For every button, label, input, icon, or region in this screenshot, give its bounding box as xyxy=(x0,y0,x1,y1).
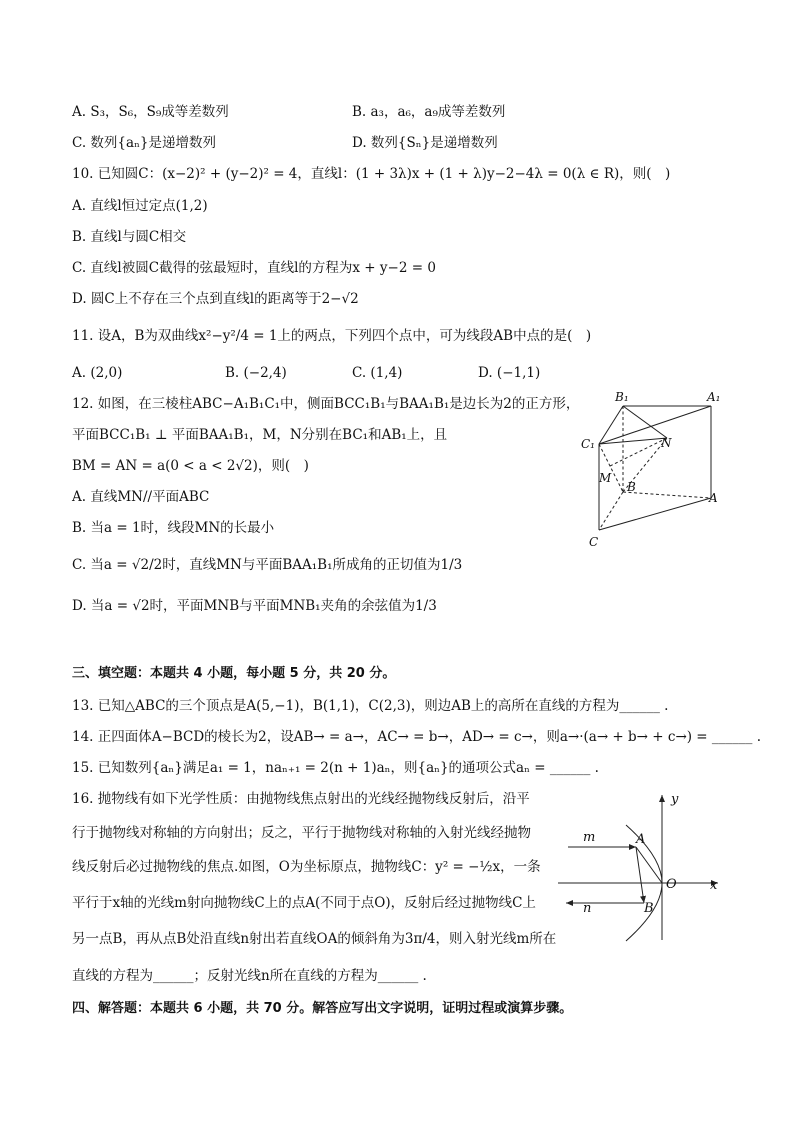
q10-option-c: C. 直线l被圆C截得的弦最短时，直线l的方程为x + y−2 = 0 xyxy=(72,260,436,276)
q11-option-d: D. (−1,1) xyxy=(478,365,541,381)
label-x: x xyxy=(710,878,718,893)
q12-option-d: D. 当a = √2时，平面MNB与平面MNB₁夹角的余弦值为1/3 xyxy=(72,598,437,614)
q15: 15. 已知数列{aₙ}满足a₁ = 1，naₙ₊₁ = 2(n + 1)aₙ，则{aₙ}的通项公式aₙ = ______ . xyxy=(72,760,599,776)
q12-line-1: 12. 如图，在三棱柱ABC−A₁B₁C₁中，侧面BCC₁B₁与BAA₁B₁是边长为2的正方形， xyxy=(72,396,580,412)
edge-b1-c1 xyxy=(599,406,623,444)
label-n: n xyxy=(583,901,592,916)
q10-option-b: B. 直线l与圆C相交 xyxy=(72,229,187,245)
label-m: M xyxy=(599,471,612,485)
q9-option-c: C. 数列{aₙ}是递增数列 xyxy=(72,135,216,151)
edge-b-a-hidden xyxy=(623,492,711,498)
q11-stem: 11. 设A，B为双曲线x²−y²/4 = 1上的两点，下列四个点中，可为线段AB中点的是( ) xyxy=(72,328,592,344)
label-c: C xyxy=(589,535,599,549)
label-b: B xyxy=(627,480,636,494)
q16-line-4: 平行于x轴的光线m射向抛物线C上的点A(不同于点O)，反射后经过抛物线C上 xyxy=(72,895,536,911)
q10-option-a: A. 直线l恒过定点(1,2) xyxy=(72,198,208,214)
q9-option-b: B. a₃，a₆，a₉成等差数列 xyxy=(352,104,506,120)
parabola-figure xyxy=(550,785,730,945)
q14: 14. 正四面体A−BCD的棱长为2，设AB→ = a→，AC→ = b→，AD→ = c→，则a→·(a→ + b→ + c→) = ______ . xyxy=(72,729,761,745)
q9-option-a: A. S₃，S₆，S₉成等差数列 xyxy=(72,104,229,120)
q12-option-b: B. 当a = 1时，线段MN的长最小 xyxy=(72,520,275,536)
label-m: m xyxy=(583,830,596,845)
section-3-title: 三、填空题：本题共 4 小题，每小题 5 分，共 20 分。 xyxy=(72,666,396,681)
label-b: B xyxy=(644,901,654,916)
q12-line-2: 平面BCC₁B₁ ⊥ 平面BAA₁B₁，M，N分别在BC₁和AB₁上，且 xyxy=(72,427,448,443)
label-a1: A₁ xyxy=(707,390,721,404)
edge-c1-a1 xyxy=(599,406,711,444)
q10-option-d: D. 圆C上不存在三个点到直线l的距离等于2−√2 xyxy=(72,291,359,307)
label-y: y xyxy=(671,792,679,807)
label-c1: C₁ xyxy=(581,437,595,451)
q9-option-d: D. 数列{Sₙ}是递增数列 xyxy=(352,135,498,151)
label-o: O xyxy=(666,877,677,892)
q16-line-1: 16. 抛物线有如下光学性质：由抛物线焦点射出的光线经抛物线反射后，沿平 xyxy=(72,791,530,807)
q16-line-6: 直线的方程为______；反射光线n所在直线的方程为______ . xyxy=(72,968,427,984)
q13: 13. 已知△ABC的三个顶点是A(5,−1)，B(1,1)，C(2,3)，则边AB上的高所在直线的方程为______ . xyxy=(72,698,669,714)
q12-option-c: C. 当a = √2/2时，直线MN与平面BAA₁B₁所成角的正切值为1/3 xyxy=(72,557,463,573)
label-b1: B₁ xyxy=(615,390,629,404)
q11-option-a: A. (2,0) xyxy=(72,365,123,381)
q16-line-5: 另一点B，再从点B处沿直线n射出若直线OA的倾斜角为3π/4，则入射光线m所在 xyxy=(72,931,557,947)
label-n: N xyxy=(661,436,672,450)
section-4-title: 四、解答题：本题共 6 小题，共 70 分。解答应写出文字说明，证明过程或演算步骤。 xyxy=(72,1001,573,1016)
label-a: A xyxy=(636,832,646,847)
prism-figure xyxy=(575,390,735,555)
q12-line-3: BM = AN = a(0 < a < 2√2)，则( ) xyxy=(72,458,309,474)
q11-option-c: C. (1,4) xyxy=(352,365,403,381)
q16-line-3: 线反射后必过抛物线的焦点.如图，O为坐标原点，抛物线C：y² = −½x，一条 xyxy=(72,859,541,875)
q11-option-b: B. (−2,4) xyxy=(225,365,287,381)
label-a: A xyxy=(709,491,718,505)
ray-a-to-b xyxy=(636,847,644,903)
q16-line-2: 行于抛物线对称轴的方向射出；反之，平行于抛物线对称轴的入射光线经抛物 xyxy=(72,825,531,841)
q10-stem: 10. 已知圆C：(x−2)² + (y−2)² = 4，直线l：(1 + 3λ)x + (1 + λ)y−2−4λ = 0(λ ∈ R)，则( ) xyxy=(72,166,671,182)
q12-option-a: A. 直线MN//平面ABC xyxy=(72,489,210,505)
